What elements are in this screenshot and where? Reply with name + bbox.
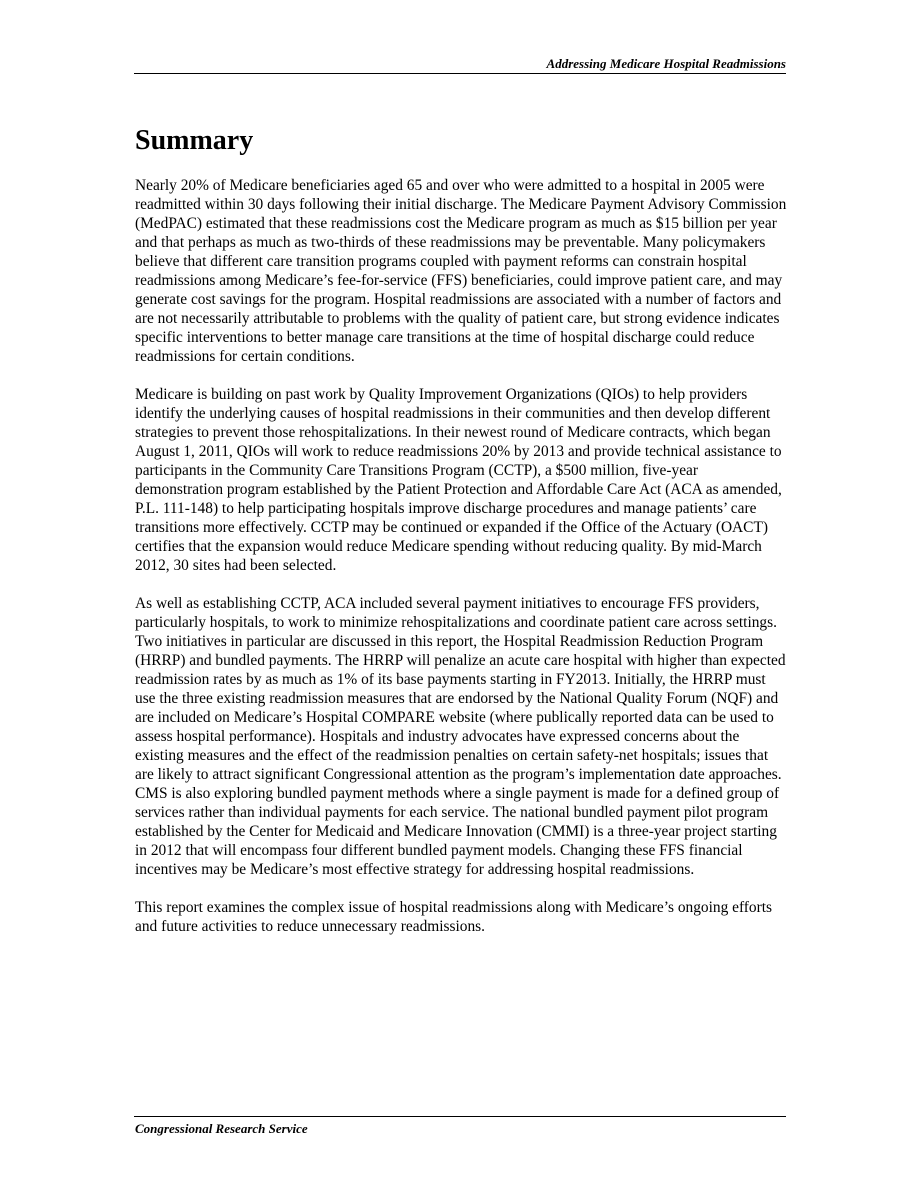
- running-header: Addressing Medicare Hospital Readmissions: [546, 56, 786, 71]
- header-divider: [134, 73, 786, 74]
- paragraph: This report examines the complex issue of hospital readmissions along with Medicare’s ongoing efforts and future activities to reduce unnecessary readmissions.: [135, 899, 773, 935]
- paragraph: Nearly 20% of Medicare beneficiaries aged 65 and over who were admitted to a hospital in 2005 were readmitted within 30 days following their initial discharge. The Medicare Payment Advisory Commission (MedPAC) estimated that these readmissions cost the Medicare program as much as $15 billion per year and that perhaps as much as two-thirds of these readmissions may be preventable. Many policymakers believe that different care transition programs coupled with payment reforms can constrain hospital readmissions among Medicare’s fee-for-service (FFS) beneficiaries, could improve patient care, and may generate cost savings for the program. Hospital readmissions are associated with a number of factors and are not necessarily attributable to problems with the quality of patient care, but strong evidence indicates specific interventions to better manage care transitions at the time of hospital discharge could reduce readmissions for certain conditions.: [135, 177, 787, 365]
- section-title: Summary: [135, 125, 254, 156]
- footer-divider: [134, 1116, 786, 1117]
- summary-body: [135, 176, 788, 955]
- running-footer: Congressional Research Service: [135, 1121, 308, 1136]
- paragraph: Medicare is building on past work by Quality Improvement Organizations (QIOs) to help providers identify the underlying causes of hospital readmissions in their communities and then develop different strategies to prevent those rehospitalizations. In their newest round of Medicare contracts, which began August 1, 2011, QIOs will work to reduce readmissions 20% by 2013 and provide technical assistance to participants in the Community Care Transitions Program (CCTP), a $500 million, five-year demonstration program established by the Patient Protection and Affordable Care Act (ACA as amended, P.L. 111-148) to help participating hospitals improve discharge procedures and manage patients’ care transitions more effectively. CCTP may be continued or expanded if the Office of the Actuary (OACT) certifies that the expansion would reduce Medicare spending without reducing quality. By mid-March 2012, 30 sites had been selected.: [135, 386, 782, 574]
- paragraph: As well as establishing CCTP, ACA included several payment initiatives to encourage FFS providers, particularly hospitals, to work to minimize rehospitalizations and coordinate patient care across settings. Two initiatives in particular are discussed in this report, the Hospital Readmission Reduction Program (HRRP) and bundled payments. The HRRP will penalize an acute care hospital with higher than expected readmission rates by as much as 1% of its base payments starting in FY2013. Initially, the HRRP must use the three existing readmission measures that are endorsed by the National Quality Forum (NQF) and are included on Medicare’s Hospital COMPARE website (where publically reported data can be used to assess hospital performance). Hospitals and industry advocates have expressed concerns about the existing measures and the effect of the readmission penalties on certain safety-net hospitals; issues that are likely to attract significant Congressional attention as the program’s implementation date approaches. CMS is also exploring bundled payment methods where a single payment is made for a defined group of services rather than individual payments for each service. The national bundled payment pilot program established by the Center for Medicaid and Medicare Innovation (CMMI) is a three-year project starting in 2012 that will encompass four different bundled payment models. Changing these FFS financial incentives may be Medicare’s most effective strategy for addressing hospital readmissions.: [135, 595, 786, 878]
